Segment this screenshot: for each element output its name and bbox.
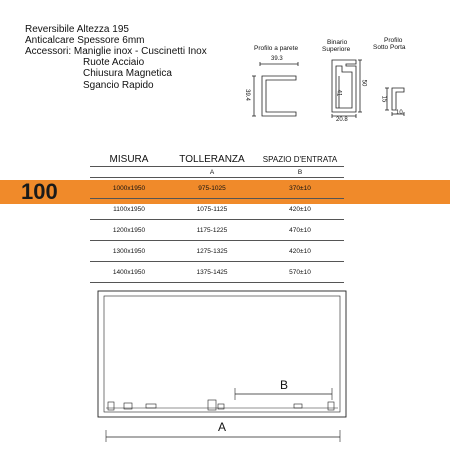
subheader-a: A: [168, 167, 256, 178]
table-cell: 975-1025: [168, 178, 256, 199]
table-cell: 420±10: [256, 199, 344, 220]
dim-41: 41: [335, 89, 342, 97]
dim-50: 50: [360, 79, 367, 87]
profile-bottom-label-2: Sotto Porta: [373, 44, 406, 51]
profile-rail-label-1: Binario: [327, 39, 348, 46]
dimension-a-label: A: [218, 420, 227, 434]
dim-15: 15: [380, 95, 387, 103]
dimension-b-label: B: [280, 378, 289, 392]
model-number: 100: [21, 179, 58, 204]
subheader-b: B: [256, 167, 344, 178]
table-cell: 1175-1225: [168, 220, 256, 241]
spec-line-2: Anticalcare Spessore 6mm: [25, 35, 145, 46]
profile-wall-label: Profilo a parete: [254, 45, 299, 52]
spec-line-4: Ruote Acciaio: [83, 57, 145, 68]
table-cell: 570±10: [256, 262, 344, 283]
table-cell: 420±10: [256, 241, 344, 262]
dim-394: 39.4: [243, 89, 250, 101]
header-tolleranza: TOLLERANZA: [168, 152, 256, 167]
table-cell: 470±10: [256, 220, 344, 241]
table-cell: 1275-1325: [168, 241, 256, 262]
table-cell: 1100x1950: [90, 199, 168, 220]
table-cell: 370±10: [256, 178, 344, 199]
table-cell: 1200x1950: [90, 220, 168, 241]
table-cell: 1000x1950: [90, 178, 168, 199]
table-cell: 1375-1425: [168, 262, 256, 283]
dim-393: 39.3: [271, 56, 283, 62]
spec-line-3: Accessori: Maniglie inox - Cuscinetti Inox: [25, 46, 207, 57]
dim-208: 20.8: [336, 117, 348, 123]
table-cell: 1075-1125: [168, 199, 256, 220]
header-misura: MISURA: [90, 152, 168, 167]
spec-line-5: Chiusura Magnetica: [83, 68, 172, 79]
dim-10: 10: [396, 110, 403, 116]
profile-bottom-label-1: Profilo: [384, 37, 403, 44]
header-spazio: SPAZIO D'ENTRATA: [256, 152, 344, 167]
spec-line-6: Sgancio Rapido: [83, 80, 154, 91]
profile-rail-label-2: Superiore: [322, 46, 351, 53]
table-cell: 1300x1950: [90, 241, 168, 262]
table-cell: 1400x1950: [90, 262, 168, 283]
spec-line-1: Reversibile Altezza 195: [25, 24, 129, 35]
